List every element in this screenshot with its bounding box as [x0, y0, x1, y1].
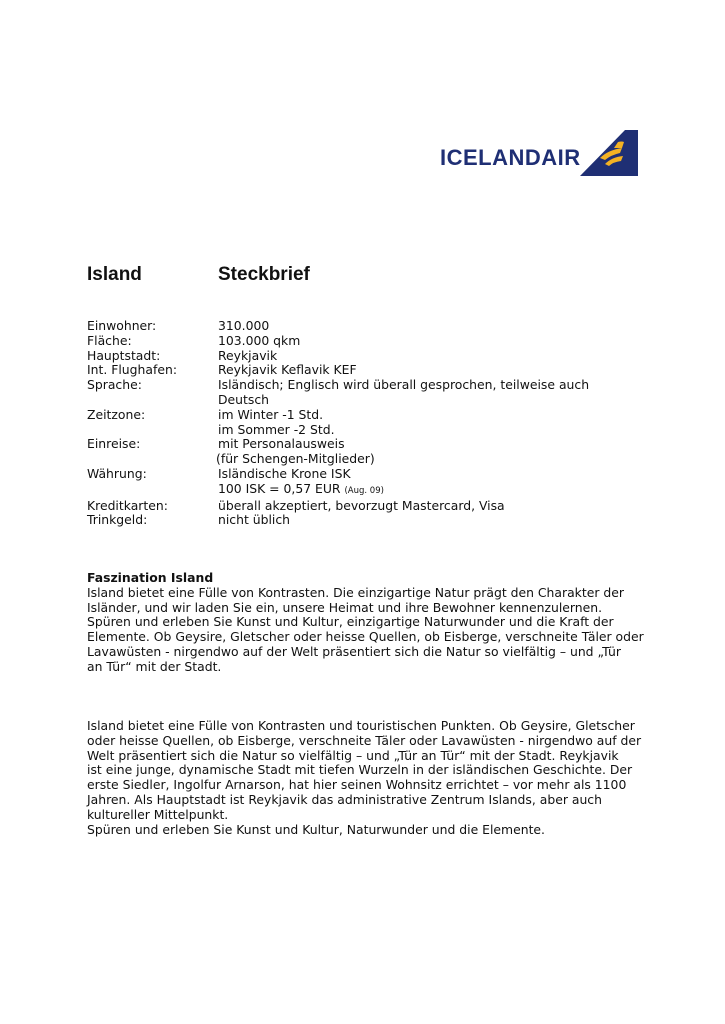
fact-label: Fläche:	[87, 332, 132, 348]
paragraph-line: Jahren. Als Hauptstadt ist Reykjavik das administrative Zentrum Islands, aber auch	[87, 791, 602, 807]
paragraph-line: an Tür“ mit der Stadt.	[87, 658, 222, 674]
paragraph-line: erste Siedler, Ingolfur Arnarson, hat hier seinen Wohnsitz errichtet – vor mehr als 1100	[87, 777, 627, 793]
exchange-rate: 100 ISK = 0,57 EUR	[218, 480, 341, 496]
fact-sheet	[87, 319, 647, 528]
icelandair-logo	[440, 128, 640, 178]
fact-value: überall akzeptiert, bevorzugt Mastercard, Visa	[218, 497, 505, 513]
fact-row-airport	[87, 363, 647, 378]
fact-row-area	[87, 334, 647, 349]
fact-value: nicht üblich	[218, 512, 291, 528]
fact-row-entry	[87, 437, 647, 467]
page-title-country: Island	[87, 264, 142, 285]
fact-row-tipping	[87, 513, 647, 528]
fact-value: mit Personalausweis	[218, 436, 345, 452]
section-fascination	[87, 571, 647, 675]
logo-wordmark: ICELANDAIR	[440, 145, 581, 170]
fact-value-exchange	[218, 482, 647, 499]
fact-label: Währung:	[87, 465, 147, 481]
fact-row-timezone	[87, 408, 647, 438]
section-title: Faszination Island	[87, 570, 214, 585]
fact-value: (für Schengen-Mitglieder)	[216, 451, 375, 467]
fact-value: Reykjavik Keflavik KEF	[218, 362, 357, 378]
fact-row-language	[87, 378, 647, 408]
section-overview	[87, 719, 647, 837]
fact-label: Zeitzone:	[87, 406, 146, 422]
airplane-tail-icon	[578, 128, 640, 178]
paragraph-line: Island bietet eine Fülle von Kontrasten und touristischen Punkten. Ob Geysire, Gletscher	[87, 718, 635, 733]
fact-row-creditcards	[87, 499, 647, 514]
fact-value: 103.000 qkm	[218, 332, 301, 348]
fact-value: Deutsch	[218, 391, 269, 407]
page-title-profile: Steckbrief	[218, 264, 310, 285]
fact-value: Isländische Krone ISK	[218, 465, 351, 481]
paragraph-line: Welt präsentiert sich die Natur so vielfältig – und „Tür an Tür“ mit der Stadt. Reykjavik	[87, 747, 619, 763]
paragraph-line: Island bietet eine Fülle von Kontrasten. Die einzigartige Natur prägt den Charakter der	[87, 584, 624, 600]
paragraph-line: kultureller Mittelpunkt.	[87, 806, 229, 822]
paragraph-line: Lavawüsten - nirgendwo auf der Welt präsentiert sich die Natur so vielfältig – und „Tür	[87, 643, 621, 659]
fact-label: Einwohner:	[87, 318, 157, 333]
paragraph-line: oder heisse Quellen, ob Eisberge, verschneite Täler oder Lavawüsten - nirgendwo auf der	[87, 732, 642, 748]
paragraph-line: Spüren und erleben Sie Kunst und Kultur, einzigartige Naturwunder und die Kraft der	[87, 614, 614, 630]
fact-label: Trinkgeld:	[87, 512, 148, 528]
paragraph-line: Elemente. Ob Geysire, Gletscher oder heisse Quellen, ob Eisberge, verschneite Täler oder	[87, 629, 644, 645]
fact-row-capital	[87, 349, 647, 364]
fact-value: im Winter -1 Std.	[218, 406, 324, 422]
exchange-rate-date: (Aug. 09)	[344, 485, 384, 496]
fact-row-population	[87, 319, 647, 334]
fact-label: Sprache:	[87, 377, 142, 393]
paragraph-line: Spüren und erleben Sie Kunst und Kultur, Naturwunder und die Elemente.	[87, 821, 545, 837]
paragraph-line: Isländer, und wir laden Sie ein, unsere Heimat und ihre Bewohner kennenzulernen.	[87, 599, 603, 615]
fact-label: Int. Flughafen:	[87, 362, 177, 378]
fact-row-currency	[87, 467, 647, 499]
fact-value: Reykjavik	[218, 347, 278, 363]
fact-value: 310.000	[218, 318, 270, 333]
fact-label: Einreise:	[87, 436, 141, 452]
fact-label: Hauptstadt:	[87, 347, 161, 363]
fact-value: Isländisch; Englisch wird überall gesprochen, teilweise auch	[218, 377, 590, 393]
paragraph-line: ist eine junge, dynamische Stadt mit tiefen Wurzeln in der isländischen Geschichte. Der	[87, 762, 633, 778]
fact-value: im Sommer -2 Std.	[218, 421, 335, 437]
fact-label: Kreditkarten:	[87, 497, 168, 513]
